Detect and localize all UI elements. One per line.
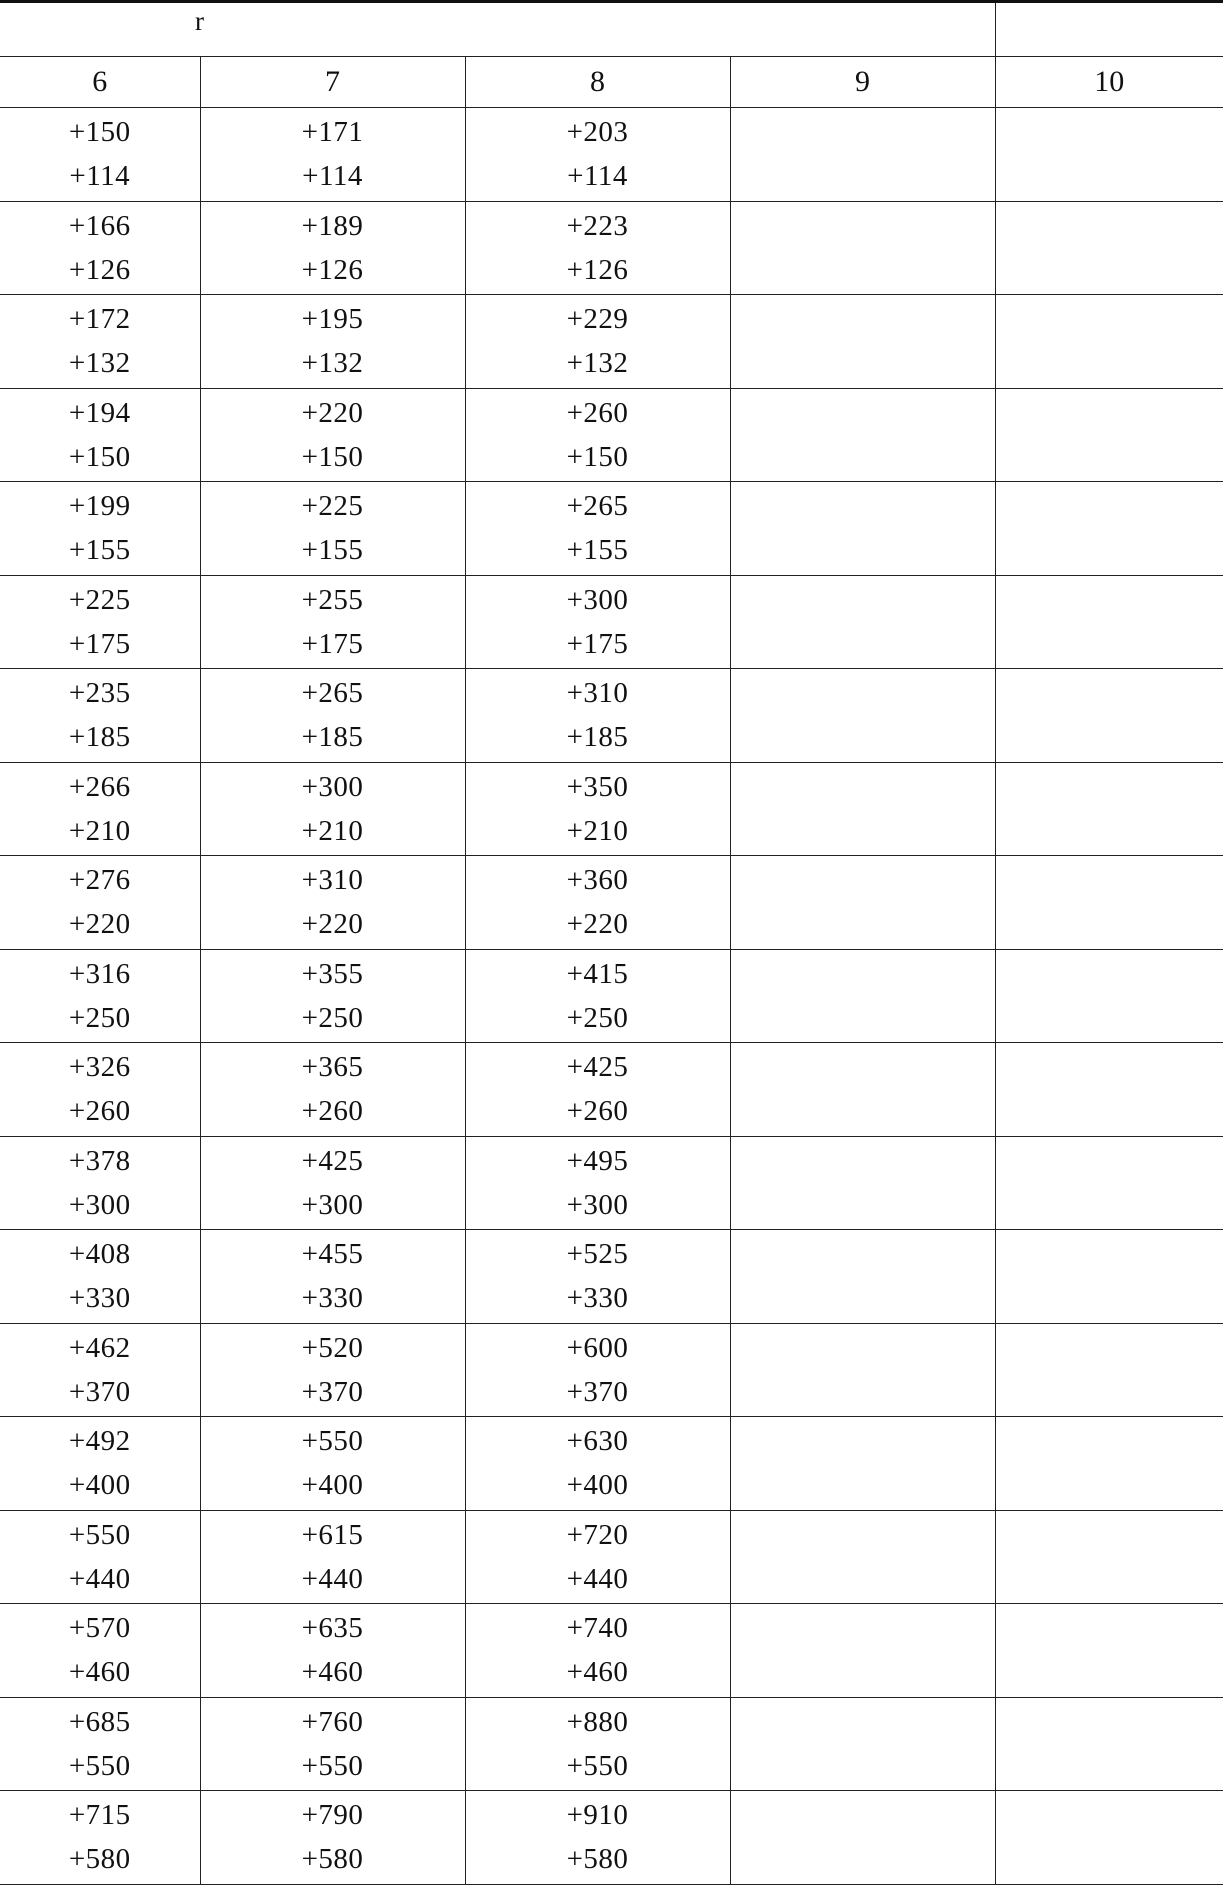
cell-10-empty: [995, 1791, 1223, 1885]
cell-7: [200, 201, 465, 295]
cell-9-empty: [730, 1417, 995, 1511]
cell-7: [200, 856, 465, 950]
cell-9-empty: [730, 1510, 995, 1604]
cell-8: [465, 1323, 730, 1417]
lower-deviation: +250: [566, 1001, 629, 1034]
upper-deviation: +425: [301, 1144, 364, 1177]
table-row: [0, 669, 1223, 763]
upper-deviation: +199: [68, 490, 131, 523]
upper-deviation: +550: [301, 1425, 364, 1458]
upper-deviation: +365: [301, 1051, 364, 1084]
cell-10-empty: [995, 1417, 1223, 1511]
upper-deviation: +910: [566, 1799, 629, 1832]
cell-8: [465, 1417, 730, 1511]
lower-deviation: +580: [301, 1843, 364, 1876]
cell-7: [200, 1323, 465, 1417]
group-label: r: [195, 6, 204, 36]
upper-deviation: +203: [566, 116, 629, 149]
table-row: [0, 1043, 1223, 1137]
upper-deviation: +462: [68, 1331, 131, 1364]
lower-deviation: +114: [69, 160, 131, 193]
table-row: [0, 856, 1223, 950]
cell-10-empty: [995, 949, 1223, 1043]
lower-deviation: +260: [301, 1095, 364, 1128]
upper-deviation: +194: [68, 396, 131, 429]
lower-deviation: +155: [301, 534, 364, 567]
lower-deviation: +250: [68, 1001, 131, 1034]
upper-deviation: +790: [301, 1799, 364, 1832]
cell-6: [0, 1417, 200, 1511]
cell-6: [0, 669, 200, 763]
cell-9-empty: [730, 201, 995, 295]
cell-6: [0, 482, 200, 576]
cell-7: [200, 1043, 465, 1137]
upper-deviation: +171: [301, 116, 364, 149]
lower-deviation: +260: [68, 1095, 131, 1128]
upper-deviation: +255: [301, 583, 364, 616]
lower-deviation: +440: [68, 1562, 131, 1595]
lower-deviation: +150: [301, 440, 364, 473]
upper-deviation: +378: [68, 1144, 131, 1177]
cell-10-empty: [995, 856, 1223, 950]
upper-deviation: +172: [68, 303, 131, 336]
lower-deviation: +185: [566, 721, 629, 754]
cell-9-empty: [730, 1604, 995, 1698]
cell-8: [465, 1604, 730, 1698]
cell-9-empty: [730, 1697, 995, 1791]
upper-deviation: +316: [68, 957, 131, 990]
column-header-row: [0, 57, 1223, 108]
cell-8: [465, 949, 730, 1043]
cell-6: [0, 575, 200, 669]
upper-deviation: +300: [301, 770, 364, 803]
upper-deviation: +235: [68, 677, 131, 710]
table-body: [0, 108, 1223, 1885]
cell-6: [0, 856, 200, 950]
cell-8: [465, 575, 730, 669]
table-row: [0, 1417, 1223, 1511]
cell-6: [0, 295, 200, 389]
cell-6: [0, 762, 200, 856]
cell-7: [200, 1604, 465, 1698]
group-label-cell: [0, 2, 995, 57]
lower-deviation: +330: [301, 1282, 364, 1315]
lower-deviation: +580: [566, 1843, 629, 1876]
lower-deviation: +150: [68, 440, 131, 473]
lower-deviation: +114: [567, 160, 628, 193]
lower-deviation: +550: [301, 1749, 364, 1782]
table-row: [0, 295, 1223, 389]
upper-deviation: +189: [301, 209, 364, 242]
lower-deviation: +150: [566, 440, 629, 473]
cell-6: [0, 1043, 200, 1137]
upper-deviation: +276: [68, 864, 131, 897]
upper-deviation: +630: [566, 1425, 629, 1458]
cell-9-empty: [730, 669, 995, 763]
lower-deviation: +250: [301, 1001, 364, 1034]
lower-deviation: +220: [301, 908, 364, 941]
upper-deviation: +300: [566, 583, 629, 616]
cell-7: [200, 295, 465, 389]
cell-8: [465, 762, 730, 856]
lower-deviation: +210: [68, 814, 131, 847]
cell-9-empty: [730, 482, 995, 576]
cell-10-empty: [995, 1510, 1223, 1604]
upper-deviation: +220: [301, 396, 364, 429]
cell-10-empty: [995, 295, 1223, 389]
lower-deviation: +440: [566, 1562, 629, 1595]
cell-10-empty: [995, 1323, 1223, 1417]
table-row: [0, 575, 1223, 669]
cell-6: [0, 1230, 200, 1324]
cell-8: [465, 1043, 730, 1137]
lower-deviation: +460: [301, 1656, 364, 1689]
cell-6: [0, 1697, 200, 1791]
upper-deviation: +615: [301, 1518, 364, 1551]
cell-7: [200, 1697, 465, 1791]
cell-8: [465, 108, 730, 202]
cell-10-empty: [995, 201, 1223, 295]
cell-6: [0, 1510, 200, 1604]
upper-deviation: +455: [301, 1238, 364, 1271]
cell-7: [200, 669, 465, 763]
cell-7: [200, 1136, 465, 1230]
table-row: [0, 1230, 1223, 1324]
upper-deviation: +760: [301, 1705, 364, 1738]
lower-deviation: +260: [566, 1095, 629, 1128]
upper-deviation: +355: [301, 957, 364, 990]
cell-10-empty: [995, 388, 1223, 482]
cell-9-empty: [730, 856, 995, 950]
cell-7: [200, 1791, 465, 1885]
lower-deviation: +175: [566, 627, 629, 660]
upper-deviation: +266: [68, 770, 131, 803]
cell-6: [0, 949, 200, 1043]
upper-deviation: +326: [68, 1051, 131, 1084]
cell-6: [0, 201, 200, 295]
cell-7: [200, 1510, 465, 1604]
column-header-8: 8: [465, 57, 730, 108]
lower-deviation: +155: [566, 534, 629, 567]
cell-9-empty: [730, 1791, 995, 1885]
upper-deviation: +525: [566, 1238, 629, 1271]
lower-deviation: +460: [68, 1656, 131, 1689]
lower-deviation: +175: [68, 627, 131, 660]
lower-deviation: +440: [301, 1562, 364, 1595]
lower-deviation: +220: [566, 908, 629, 941]
cell-8: [465, 856, 730, 950]
table-row: [0, 1136, 1223, 1230]
table-row: [0, 949, 1223, 1043]
lower-deviation: +400: [301, 1469, 364, 1502]
cell-10-empty: [995, 762, 1223, 856]
lower-deviation: +370: [68, 1375, 131, 1408]
lower-deviation: +114: [302, 160, 363, 193]
cell-6: [0, 1323, 200, 1417]
upper-deviation: +740: [566, 1612, 629, 1645]
table-row: [0, 1604, 1223, 1698]
cell-6: [0, 1136, 200, 1230]
lower-deviation: +175: [301, 627, 364, 660]
upper-deviation: +225: [301, 490, 364, 523]
upper-deviation: +260: [566, 396, 629, 429]
upper-deviation: +408: [68, 1238, 131, 1271]
lower-deviation: +330: [566, 1282, 629, 1315]
table-row: [0, 388, 1223, 482]
table-row: [0, 1697, 1223, 1791]
upper-deviation: +265: [301, 677, 364, 710]
cell-9-empty: [730, 1043, 995, 1137]
lower-deviation: +126: [301, 253, 364, 286]
lower-deviation: +370: [301, 1375, 364, 1408]
cell-9-empty: [730, 388, 995, 482]
lower-deviation: +185: [68, 721, 131, 754]
cell-9-empty: [730, 295, 995, 389]
lower-deviation: +300: [566, 1188, 629, 1221]
cell-6: [0, 388, 200, 482]
lower-deviation: +155: [68, 534, 131, 567]
column-header-7: 7: [200, 57, 465, 108]
upper-deviation: +570: [68, 1612, 131, 1645]
cell-9-empty: [730, 108, 995, 202]
upper-deviation: +265: [566, 490, 629, 523]
lower-deviation: +400: [566, 1469, 629, 1502]
group-label-empty-cell: [995, 2, 1223, 57]
upper-deviation: +350: [566, 770, 629, 803]
cell-6: [0, 1604, 200, 1698]
cell-8: [465, 1230, 730, 1324]
upper-deviation: +225: [68, 583, 131, 616]
upper-deviation: +310: [566, 677, 629, 710]
cell-7: [200, 1417, 465, 1511]
upper-deviation: +635: [301, 1612, 364, 1645]
lower-deviation: +370: [566, 1375, 629, 1408]
table-row: [0, 762, 1223, 856]
cell-9-empty: [730, 949, 995, 1043]
cell-9-empty: [730, 762, 995, 856]
lower-deviation: +400: [68, 1469, 131, 1502]
table-row: [0, 201, 1223, 295]
lower-deviation: +300: [68, 1188, 131, 1221]
cell-7: [200, 388, 465, 482]
table-row: [0, 482, 1223, 576]
cell-10-empty: [995, 108, 1223, 202]
upper-deviation: +495: [566, 1144, 629, 1177]
cell-7: [200, 1230, 465, 1324]
lower-deviation: +550: [68, 1749, 131, 1782]
column-header-6: 6: [0, 57, 200, 108]
upper-deviation: +415: [566, 957, 629, 990]
cell-10-empty: [995, 575, 1223, 669]
cell-7: [200, 575, 465, 669]
cell-8: [465, 1510, 730, 1604]
upper-deviation: +195: [301, 303, 364, 336]
table-row: [0, 1791, 1223, 1885]
cell-10-empty: [995, 1604, 1223, 1698]
cell-7: [200, 762, 465, 856]
lower-deviation: +132: [68, 347, 131, 380]
upper-deviation: +492: [68, 1425, 131, 1458]
cell-10-empty: [995, 1043, 1223, 1137]
cell-8: [465, 1697, 730, 1791]
cell-9-empty: [730, 1323, 995, 1417]
cell-8: [465, 388, 730, 482]
cell-8: [465, 482, 730, 576]
cell-9-empty: [730, 1230, 995, 1324]
upper-deviation: +425: [566, 1051, 629, 1084]
cell-8: [465, 1136, 730, 1230]
cell-8: [465, 201, 730, 295]
lower-deviation: +210: [301, 814, 364, 847]
upper-deviation: +720: [566, 1518, 629, 1551]
upper-deviation: +550: [68, 1518, 131, 1551]
cell-10-empty: [995, 1697, 1223, 1791]
cell-8: [465, 669, 730, 763]
lower-deviation: +460: [566, 1656, 629, 1689]
upper-deviation: +150: [68, 116, 131, 149]
cell-9-empty: [730, 575, 995, 669]
cell-10-empty: [995, 482, 1223, 576]
lower-deviation: +210: [566, 814, 629, 847]
lower-deviation: +132: [566, 347, 629, 380]
upper-deviation: +685: [68, 1705, 131, 1738]
lower-deviation: +185: [301, 721, 364, 754]
cell-8: [465, 1791, 730, 1885]
cell-6: [0, 1791, 200, 1885]
upper-deviation: +360: [566, 864, 629, 897]
upper-deviation: +229: [566, 303, 629, 336]
table-row: [0, 1323, 1223, 1417]
cell-10-empty: [995, 1230, 1223, 1324]
column-header-10: 10: [995, 57, 1223, 108]
group-label-row: [0, 2, 1223, 57]
cell-8: [465, 295, 730, 389]
cell-7: [200, 108, 465, 202]
lower-deviation: +132: [301, 347, 364, 380]
cell-9-empty: [730, 1136, 995, 1230]
cell-7: [200, 949, 465, 1043]
column-header-9: 9: [730, 57, 995, 108]
lower-deviation: +580: [68, 1843, 131, 1876]
lower-deviation: +330: [68, 1282, 131, 1315]
upper-deviation: +310: [301, 864, 364, 897]
lower-deviation: +220: [68, 908, 131, 941]
table-row: [0, 108, 1223, 202]
lower-deviation: +300: [301, 1188, 364, 1221]
lower-deviation: +550: [566, 1749, 629, 1782]
cell-10-empty: [995, 1136, 1223, 1230]
upper-deviation: +223: [566, 209, 629, 242]
upper-deviation: +600: [566, 1331, 629, 1364]
upper-deviation: +166: [68, 209, 131, 242]
table-row: [0, 1510, 1223, 1604]
upper-deviation: +880: [566, 1705, 629, 1738]
cell-6: [0, 108, 200, 202]
upper-deviation: +520: [301, 1331, 364, 1364]
lower-deviation: +126: [68, 253, 131, 286]
cell-7: [200, 482, 465, 576]
upper-deviation: +715: [68, 1799, 131, 1832]
lower-deviation: +126: [566, 253, 629, 286]
cell-10-empty: [995, 669, 1223, 763]
